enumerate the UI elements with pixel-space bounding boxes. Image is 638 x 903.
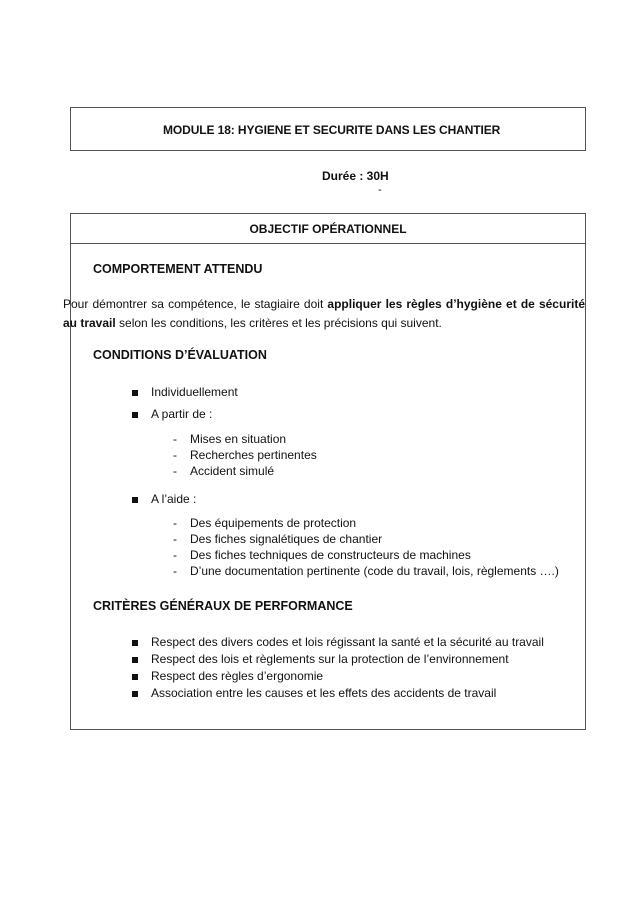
- criteria-item: Respect des lois et règlements sur la protection de l’environnement: [151, 652, 509, 666]
- square-bullet-icon: [132, 674, 138, 680]
- condition-item: Individuellement: [151, 385, 238, 399]
- criteria-item: Association entre les causes et les effets des accidents de travail: [151, 686, 497, 700]
- dash-mark: -: [378, 184, 382, 196]
- dash-bullet-icon: -: [173, 432, 177, 446]
- behavior-text-after: selon les conditions, les critères et les précisions qui suivent.: [115, 316, 442, 330]
- dash-bullet-icon: -: [173, 548, 177, 562]
- square-bullet-icon: [132, 657, 138, 663]
- condition-item: A partir de :: [151, 407, 213, 421]
- behavior-title: COMPORTEMENT ATTENDU: [93, 262, 263, 276]
- behavior-paragraph: [63, 295, 585, 333]
- help-subitem: Des fiches techniques de constructeurs de machines: [190, 548, 471, 562]
- dash-bullet-icon: -: [173, 564, 177, 578]
- objective-heading: OBJECTIF OPÉRATIONNEL: [71, 214, 585, 244]
- square-bullet-icon: [132, 497, 138, 503]
- criteria-item: Respect des divers codes et lois régissant la santé et la sécurité au travail: [151, 635, 544, 649]
- duration-label: Durée : 30H: [322, 169, 389, 183]
- square-bullet-icon: [132, 390, 138, 396]
- dash-bullet-icon: -: [173, 448, 177, 462]
- module-title-box: [70, 107, 586, 151]
- from-subitem: Recherches pertinentes: [190, 448, 317, 462]
- square-bullet-icon: [132, 691, 138, 697]
- dash-bullet-icon: -: [173, 464, 177, 478]
- square-bullet-icon: [132, 412, 138, 418]
- conditions-title: CONDITIONS D’ÉVALUATION: [93, 348, 267, 362]
- from-subitem: Accident simulé: [190, 464, 275, 478]
- dash-bullet-icon: -: [173, 532, 177, 546]
- behavior-text-before: Pour démontrer sa compétence, le stagiaire doit: [63, 297, 328, 311]
- condition-item: A l’aide :: [151, 492, 197, 506]
- help-subitem: D’une documentation pertinente (code du travail, lois, règlements ….): [190, 564, 559, 578]
- behavior-text-bold: appliquer les règles d’hygiène et de sécurité au travail: [63, 297, 585, 330]
- dash-bullet-icon: -: [173, 516, 177, 530]
- from-subitem: Mises en situation: [190, 432, 287, 446]
- criteria-item: Respect des règles d’ergonomie: [151, 669, 324, 683]
- help-subitem: Des équipements de protection: [190, 516, 357, 530]
- help-subitem: Des fiches signalétiques de chantier: [190, 532, 383, 546]
- criteria-title: CRITÈRES GÉNÉRAUX DE PERFORMANCE: [93, 599, 353, 613]
- square-bullet-icon: [132, 640, 138, 646]
- module-title: MODULE 18: HYGIENE ET SECURITE DANS LES CHANTIER: [163, 123, 501, 137]
